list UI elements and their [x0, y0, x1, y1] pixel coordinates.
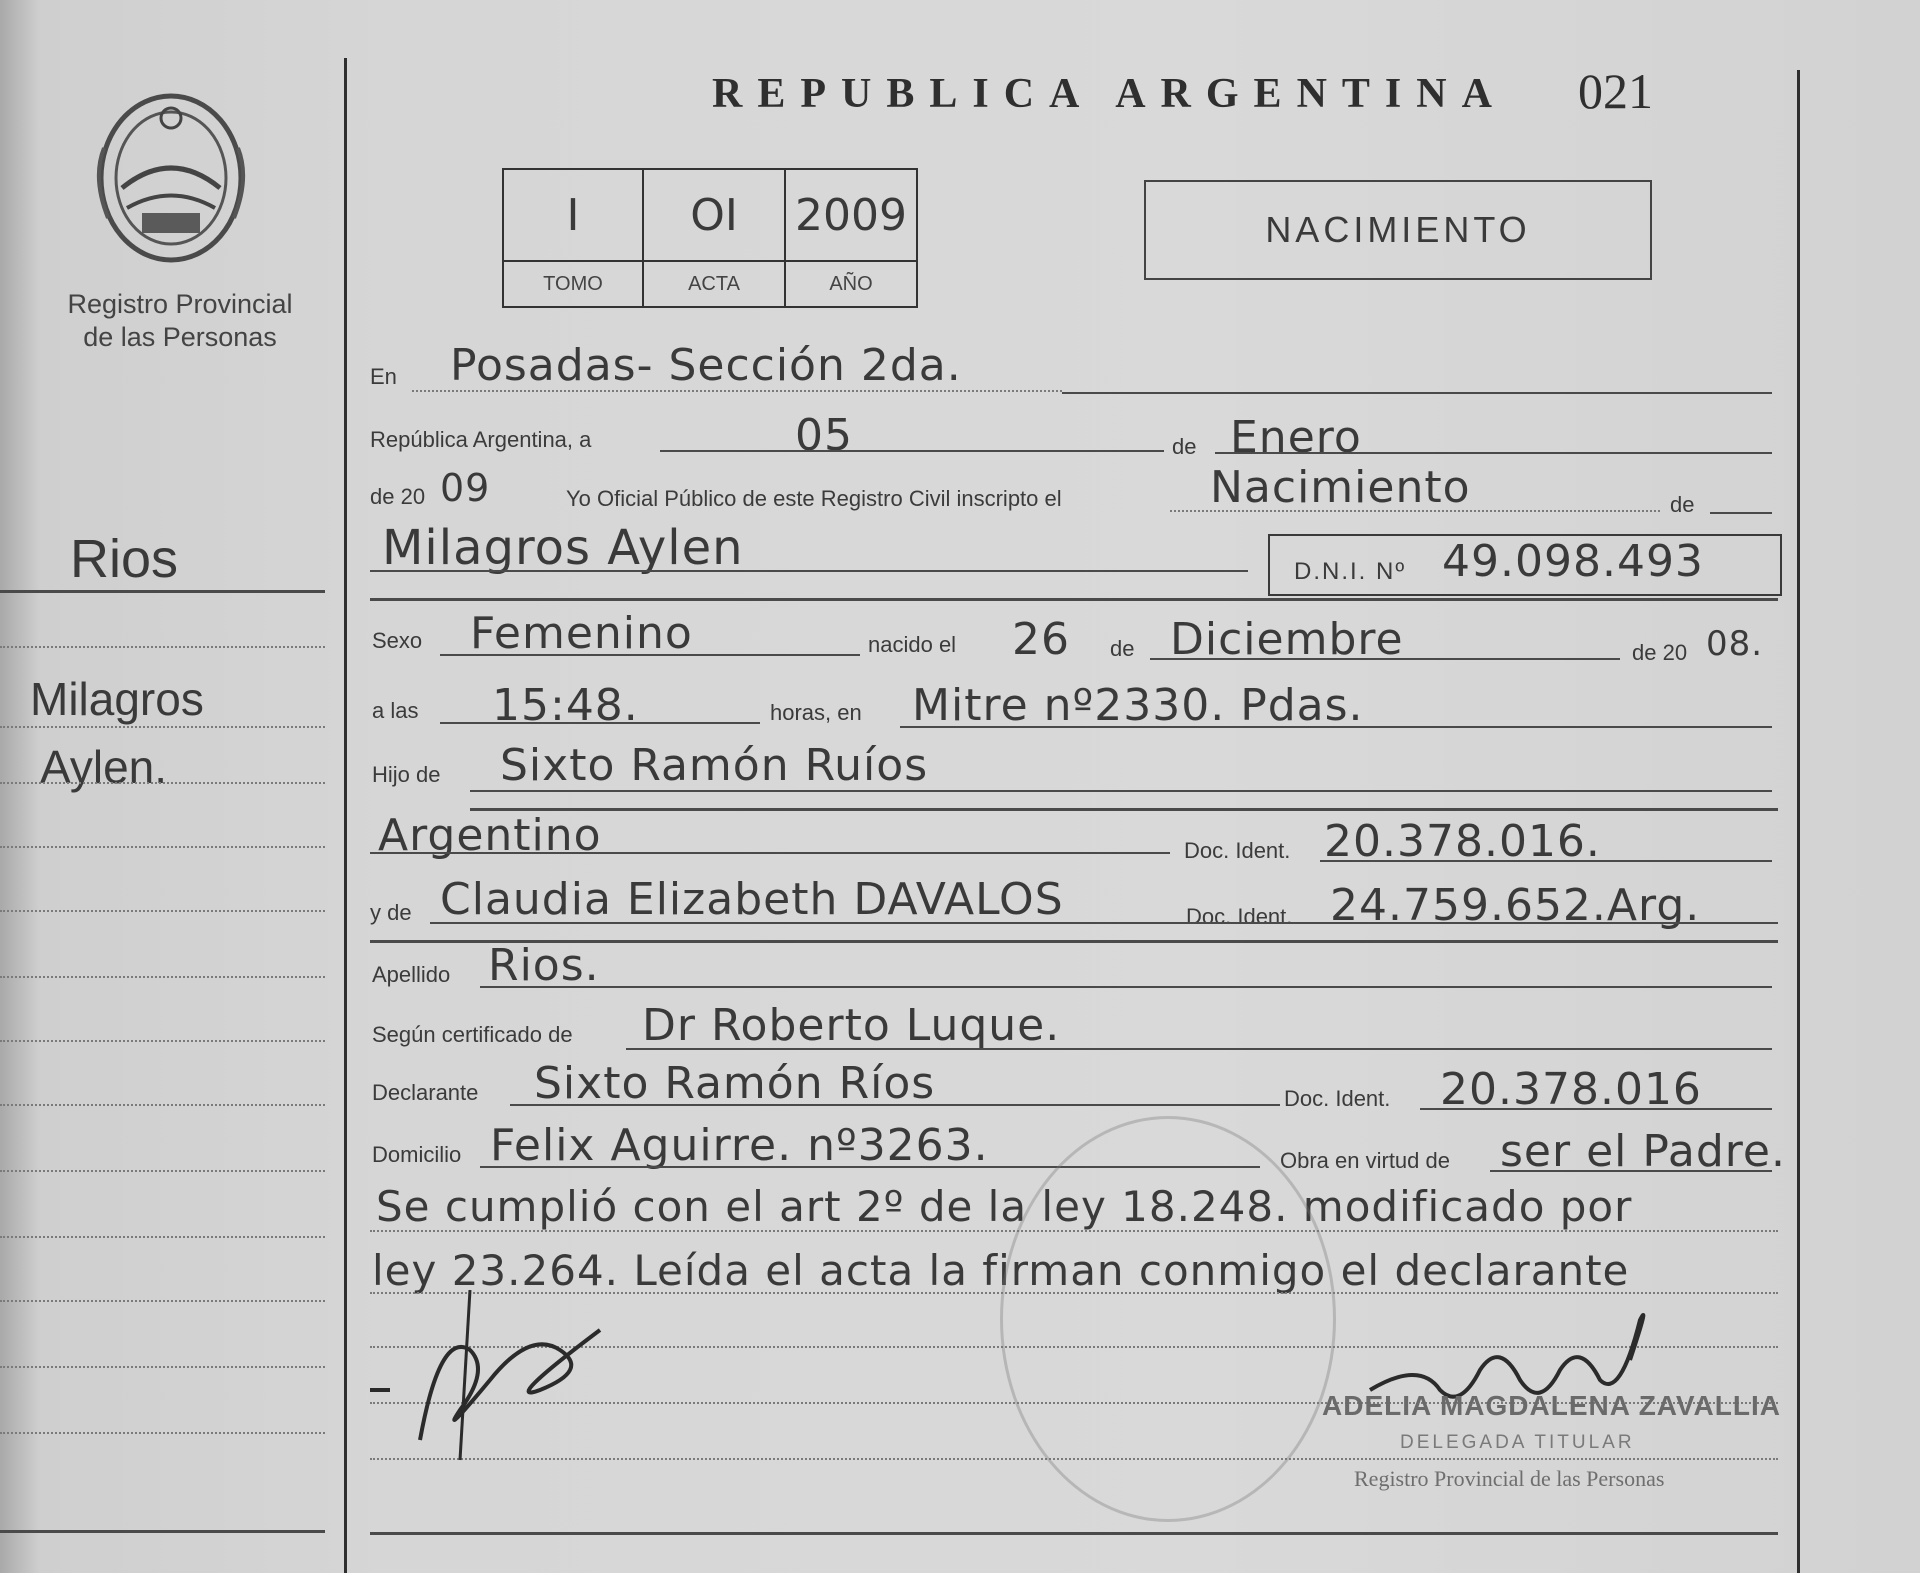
- day-value: 05: [795, 410, 853, 461]
- form-line: [1490, 1170, 1772, 1172]
- note-line-1: Se cumplió con el art 2º de la ley 18.248. modificado por: [376, 1182, 1633, 1231]
- form-line: [900, 726, 1772, 728]
- margin-line: [0, 1104, 325, 1106]
- place-value: Mitre nº2330. Pdas.: [912, 680, 1364, 731]
- margin-line: [0, 726, 325, 728]
- sexo-label: Sexo: [372, 628, 423, 653]
- margin-line: [0, 910, 325, 912]
- birth-month: Diciembre: [1170, 614, 1404, 665]
- form-line: [470, 790, 1772, 792]
- mother-doc: 24.759.652.Arg.: [1330, 880, 1701, 931]
- margin-surname: Rios: [70, 529, 179, 589]
- mother-value: Claudia Elizabeth DAVALOS: [440, 874, 1064, 925]
- registry-label-line2: de las Personas: [83, 322, 277, 352]
- left-frame-line: [344, 58, 347, 1573]
- father-value: Sixto Ramón Ruíos: [500, 740, 929, 791]
- a-las-label: a las: [372, 698, 419, 723]
- declarante-label: Declarante: [372, 1080, 479, 1105]
- acta-value: OI: [643, 169, 785, 261]
- margin-line: [0, 1040, 325, 1042]
- margin-line: [0, 646, 325, 648]
- form-line: [470, 808, 1778, 811]
- y-de-label: y de: [370, 900, 412, 925]
- form-line: [1062, 392, 1772, 394]
- right-frame-line: [1797, 70, 1800, 1573]
- provincial-emblem-icon: [92, 88, 250, 268]
- de-label: de: [1172, 434, 1197, 459]
- anio-value: 2009: [785, 169, 917, 261]
- margin-line: [0, 590, 325, 593]
- oficial-label: Yo Oficial Público de este Registro Civil inscripto el: [566, 486, 1062, 511]
- en-label: En: [370, 364, 397, 389]
- obra-value: ser el Padre.: [1500, 1126, 1786, 1177]
- document-number: 021: [1578, 63, 1653, 119]
- form-line: [1710, 512, 1772, 514]
- margin-line: [0, 1366, 325, 1368]
- form-line: [1420, 1108, 1772, 1110]
- form-line: [660, 450, 1164, 452]
- nacido-label: nacido el: [868, 632, 957, 657]
- dni-label: D.N.I. Nº: [1294, 558, 1407, 585]
- form-line: [430, 922, 1778, 924]
- de-label-2: de: [1670, 492, 1695, 517]
- dni-value: 49.098.493: [1442, 536, 1704, 587]
- register-table: [502, 168, 918, 308]
- form-line: [626, 1048, 1772, 1050]
- father-doc: 20.378.016.: [1324, 816, 1601, 867]
- month-value: Enero: [1230, 412, 1362, 463]
- birth-year-suffix: 08.: [1706, 624, 1764, 664]
- tomo-label: TOMO: [503, 261, 643, 307]
- obra-label: Obra en virtud de: [1280, 1148, 1450, 1173]
- anio-label: AÑO: [785, 261, 917, 307]
- horas-label: horas, en: [770, 700, 862, 725]
- margin-line: [0, 976, 325, 978]
- note-line-2: ley 23.264. Leída el acta la firman conmigo el declarante: [372, 1246, 1630, 1295]
- margin-line: [0, 1432, 325, 1434]
- apellido-value: Rios.: [488, 940, 600, 991]
- certificado-label: Según certificado de: [372, 1022, 573, 1047]
- registry-label-line1: Registro Provincial: [67, 289, 293, 319]
- form-line: [370, 1532, 1778, 1535]
- domicilio-label: Domicilio: [372, 1142, 462, 1167]
- form-line: [1320, 860, 1772, 862]
- margin-line: [0, 1170, 325, 1172]
- de-label-3: de: [1110, 636, 1135, 661]
- official-registry: Registro Provincial de las Personas: [1354, 1466, 1665, 1491]
- en-value: Posadas- Sección 2da.: [450, 340, 962, 391]
- inscripto-value: Nacimiento: [1210, 462, 1471, 513]
- acta-label: ACTA: [643, 261, 785, 307]
- apellido-label: Apellido: [372, 962, 451, 987]
- doc-ident-label-2: Doc. Ident.: [1186, 904, 1293, 929]
- declarante-doc-label: Doc. Ident.: [1284, 1086, 1391, 1111]
- birth-day: 26: [1012, 614, 1070, 665]
- form-line: [370, 598, 1778, 601]
- year-prefix: de 20: [370, 484, 426, 509]
- form-line: [1170, 510, 1660, 512]
- name-value: Milagros Aylen: [382, 520, 744, 576]
- record-type-box: NACIMIENTO: [1144, 180, 1652, 280]
- form-line: [370, 570, 1248, 572]
- time-value: 15:48.: [492, 680, 639, 731]
- tomo-value: I: [503, 169, 643, 261]
- margin-line: [0, 782, 325, 784]
- year-suffix: 09: [440, 466, 491, 510]
- margin-line: [0, 1530, 325, 1533]
- document-title: REPUBLICA ARGENTINA: [712, 71, 1507, 117]
- declarante-value: Sixto Ramón Ríos: [534, 1058, 936, 1109]
- official-name: ADELIA MAGDALENA ZAVALLIA: [1322, 1390, 1781, 1421]
- domicilio-value: Felix Aguirre. nº3263.: [490, 1120, 989, 1171]
- hijo-label: Hijo de: [372, 762, 441, 787]
- doc-ident-label: Doc. Ident.: [1184, 838, 1291, 863]
- father-nationality: Argentino: [378, 810, 602, 861]
- margin-given-name-2: Aylen.: [40, 741, 168, 793]
- birth-year-prefix: de 20: [1632, 640, 1688, 665]
- form-line: [440, 722, 760, 724]
- form-line: [1150, 658, 1620, 660]
- form-line: [480, 986, 1772, 988]
- margin-line: [0, 1300, 325, 1302]
- declarante-doc: 20.378.016: [1440, 1064, 1702, 1115]
- sexo-value: Femenino: [470, 608, 693, 659]
- republica-label: República Argentina, a: [370, 427, 592, 452]
- official-stamp: [1000, 1116, 1336, 1522]
- form-line: [510, 1104, 1280, 1106]
- form-line: [440, 654, 860, 656]
- form-line: [1215, 452, 1772, 454]
- certificado-value: Dr Roberto Luque.: [642, 1000, 1061, 1051]
- margin-line: [0, 1236, 325, 1238]
- form-line: [412, 390, 1062, 392]
- margin-given-name-1: Milagros: [30, 673, 204, 725]
- registry-label: [40, 288, 320, 354]
- official-role: DELEGADA TITULAR: [1400, 1432, 1635, 1453]
- form-line: [370, 852, 1170, 854]
- declarant-signature: [360, 1290, 620, 1470]
- margin-line: [0, 846, 325, 848]
